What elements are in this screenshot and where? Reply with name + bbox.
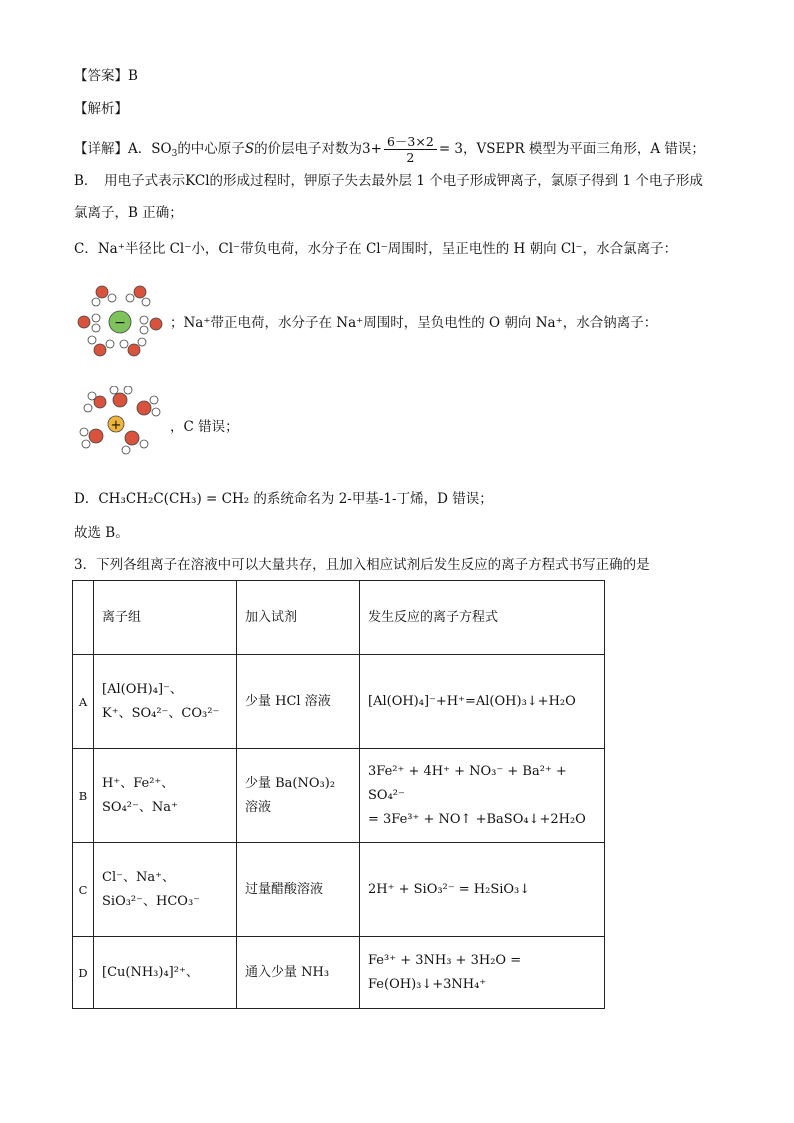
option-label: C [73, 843, 94, 937]
detail-a-mid2: 的价层电子对数为3+ [254, 141, 382, 157]
ion-group-line-2: SO₄²⁻、Na⁺ [102, 799, 178, 815]
fraction-denominator: 2 [406, 150, 415, 165]
reagent-cell [237, 655, 360, 749]
chloride-center-symbol: − [114, 315, 126, 331]
option-label: A [73, 655, 94, 749]
c-line-1: C．Na⁺半径比 Cl⁻小，Cl⁻带负电荷，水分子在 Cl⁻周围时，呈正电性的 H 朝向 Cl⁻，水合氯离子： [74, 241, 678, 257]
reagent-line-1: 通入少量 NH₃ [245, 964, 330, 980]
equation-line-1: 2H⁺ + SiO₃²⁻ = H₂SiO₃↓ [368, 881, 531, 897]
header-ion-group: 离子组 [94, 581, 237, 655]
equation-line-1: [Al(OH)₄]⁻+H⁺=Al(OH)₃↓+H₂O [368, 693, 576, 709]
table-header-row [73, 581, 605, 655]
detail-a-s: S [244, 141, 255, 157]
reagent-line-1: 少量 Ba(NO₃)₂ [245, 775, 336, 791]
answer-line [74, 67, 138, 85]
detail-a-mid: 的中心原子 [177, 141, 245, 157]
ion-group-line-2: K⁺、SO₄²⁻、CO₃²⁻ [102, 705, 220, 721]
ion-group-cell [94, 749, 237, 843]
reagent-line-1: 过量醋酸溶液 [245, 881, 324, 897]
header-equation: 发生反应的离子方程式 [360, 581, 605, 655]
ion-group-line-1: [Al(OH)₄]⁻、 [102, 681, 183, 697]
table-row [73, 749, 605, 843]
ion-group-cell [94, 655, 237, 749]
hydrated-chloride-ion-diagram [74, 282, 166, 362]
ion-group-cell [94, 843, 237, 937]
detail-a-pre: A．SO [128, 141, 172, 157]
ion-reaction-table [72, 580, 605, 1009]
option-label: B [73, 749, 94, 843]
d-line: D．CH₃CH₂C(CH₃) = CH₂ 的系统命名为 2-甲基-1-丁烯，D 错误； [74, 491, 493, 507]
table-row [73, 843, 605, 937]
ion-group-cell [94, 937, 237, 1009]
equation-line-2: = 3Fe³⁺ + NO↑ +BaSO₄↓+2H₂O [368, 811, 586, 827]
detail-a-post: = 3，VSEPR 模型为平面三角形，A 错误； [438, 141, 705, 157]
detail-a-line: 【详解】A．$SO_3$的中心原子S的价层电子对数为3+ $\frac{6-3\times 2}{2}$ = 3，VSEPR 模型为平面三角形，A 错误； [74, 134, 705, 165]
option-label: D [73, 937, 94, 1009]
ion-group-line-2: SiO₃²⁻、HCO₃⁻ [102, 893, 201, 909]
sodium-center-symbol: + [110, 418, 122, 433]
ion-group-line-1: Cl⁻、Na⁺、 [102, 869, 175, 885]
conclusion-line: 故选 B。 [74, 525, 129, 541]
answer-value: B [128, 68, 138, 84]
answer-label: 【答案】 [74, 68, 128, 84]
c-line-2: ；Na⁺带正电荷，水分子在 Na⁺周围时，呈负电性的 O 朝向 Na⁺，水合钠离子： [170, 315, 658, 331]
reagent-line-2: 溶液 [245, 799, 272, 815]
c-line-3: ，C 错误； [170, 419, 239, 435]
table-row [73, 937, 605, 1009]
reagent-line-1: 少量 HCl 溶液 [245, 693, 331, 709]
question-3: 3．下列各组离子在溶液中可以大量共存，且加入相应试剂后发生反应的离子方程式书写正确的是 [74, 557, 650, 573]
fraction [384, 134, 437, 165]
reagent-cell [237, 843, 360, 937]
equation-cell [360, 937, 605, 1009]
equation-line-1: 3Fe²⁺ + 4H⁺ + NO₃⁻ + Ba²⁺ + SO₄²⁻ [368, 763, 567, 803]
b-line-1: B． 用电子式表示KCl的形成过程时，钾原子失去最外层 1 个电子形成钾离子，氯原子得到 1 个电子形成 [74, 173, 703, 189]
reagent-cell [237, 937, 360, 1009]
equation-cell [360, 655, 605, 749]
analysis-label: 【解析】 [74, 101, 128, 117]
header-reagent: 加入试剂 [237, 581, 360, 655]
equation-line-1: Fe³⁺ + 3NH₃ + 3H₂O = [368, 952, 522, 968]
detail-label: 【详解】 [74, 141, 128, 157]
header-option-cell [73, 581, 94, 655]
b-line-2: 氯离子，B 正确； [74, 205, 183, 221]
fraction-numerator: 6－3×2 [384, 134, 437, 150]
hydrated-sodium-ion-diagram [74, 386, 166, 466]
reagent-cell [237, 749, 360, 843]
table-row [73, 655, 605, 749]
ion-group-line-1: H⁺、Fe²⁺、 [102, 775, 175, 791]
equation-cell [360, 843, 605, 937]
ion-group-line-1: [Cu(NH₃)₄]²⁺、 [102, 964, 199, 980]
equation-line-2: Fe(OH)₃↓+3NH₄⁺ [368, 976, 487, 992]
equation-cell [360, 749, 605, 843]
